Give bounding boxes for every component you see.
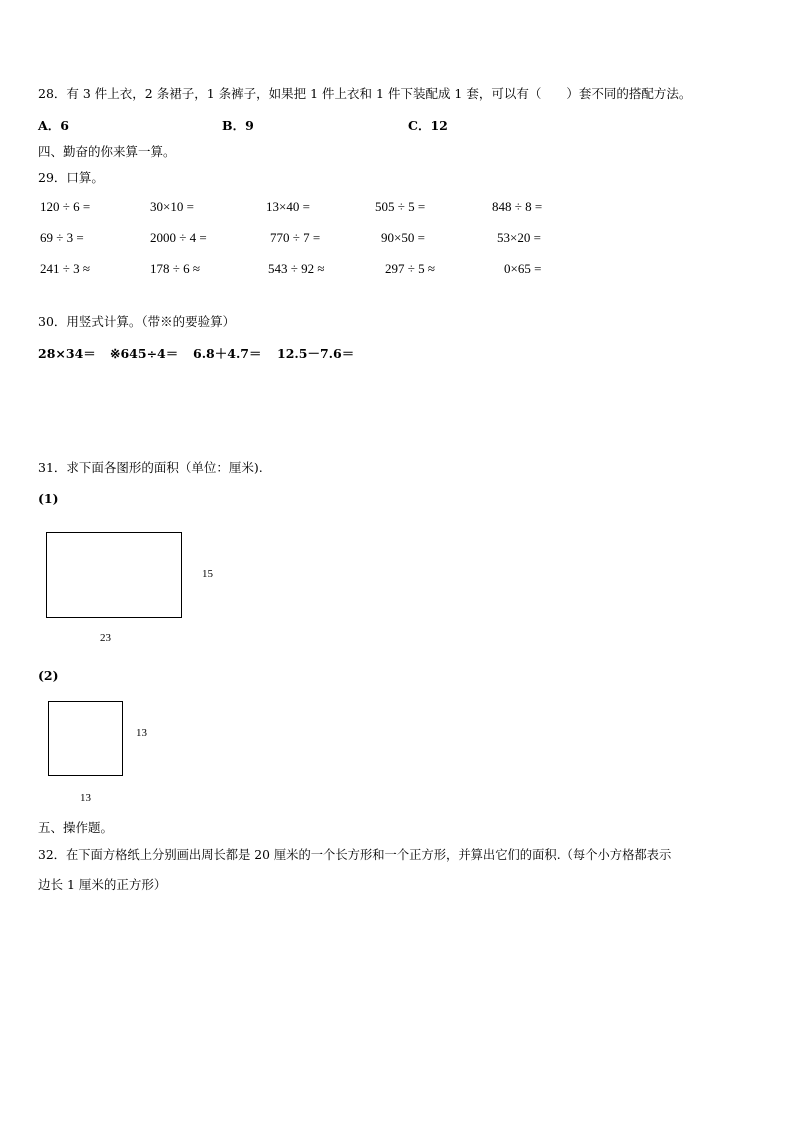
vertical-calc-item: 28×34＝ <box>38 346 96 361</box>
vertical-calc-item: 12.5－7.6＝ <box>277 346 355 361</box>
question-28-option-a: A．6 <box>38 118 69 133</box>
oral-calc-item: 69 ÷ 3 = <box>40 230 84 245</box>
oral-calc-item: 848 ÷ 8 = <box>492 199 543 214</box>
question-29-title: 29．口算。 <box>38 170 104 185</box>
section-4-title: 四、勤奋的你来算一算。 <box>38 144 176 159</box>
oral-calc-item: 30×10 = <box>150 199 194 214</box>
question-32-text-line2: 边长 1 厘米的正方形） <box>38 877 167 892</box>
oral-calc-item: 13×40 = <box>266 199 310 214</box>
oral-calc-item: 297 ÷ 5 ≈ <box>385 261 436 276</box>
oral-calc-item: 241 ÷ 3 ≈ <box>40 261 91 276</box>
oral-calc-item: 120 ÷ 6 = <box>40 199 91 214</box>
question-28-option-c: C．12 <box>408 118 448 133</box>
question-32-text-line1: 32．在下面方格纸上分别画出周长都是 20 厘米的一个长方形和一个正方形，并算出它们的面积.（每个小方格都表示 <box>38 848 672 862</box>
section-5-title: 五、操作题。 <box>38 820 114 835</box>
figure-2-label: (2) <box>38 668 59 683</box>
square-side-label-bottom: 13 <box>80 792 91 804</box>
oral-calc-item: 0×65 = <box>504 261 542 276</box>
question-28-option-b: B．9 <box>222 118 254 133</box>
square-figure <box>48 701 123 776</box>
oral-calc-item: 53×20 = <box>497 230 541 245</box>
oral-calc-item: 90×50 = <box>381 230 425 245</box>
question-30-title: 30．用竖式计算。（带※的要验算） <box>38 314 236 329</box>
vertical-calc-item: 6.8＋4.7＝ <box>193 346 262 361</box>
vertical-calc-item: ※645÷4＝ <box>110 346 179 361</box>
oral-calc-item: 543 ÷ 92 ≈ <box>268 261 325 276</box>
rectangle-figure <box>46 532 182 618</box>
rectangle-width-label: 23 <box>100 632 111 644</box>
question-31-title: 31．求下面各图形的面积（单位：厘米). <box>38 460 263 475</box>
oral-calc-item: 770 ÷ 7 = <box>270 230 321 245</box>
square-side-label-right: 13 <box>136 727 147 739</box>
rectangle-height-label: 15 <box>202 568 213 580</box>
oral-calc-item: 2000 ÷ 4 = <box>150 230 207 245</box>
figure-1-label: (1) <box>38 491 59 506</box>
question-28-text: 28．有 3 件上衣，2 条裙子，1 条裤子，如果把 1 件上衣和 1 件下装配成 1 套，可以有（ ）套不同的搭配方法。 <box>38 86 692 101</box>
oral-calc-item: 505 ÷ 5 = <box>375 199 426 214</box>
oral-calc-item: 178 ÷ 6 ≈ <box>150 261 201 276</box>
